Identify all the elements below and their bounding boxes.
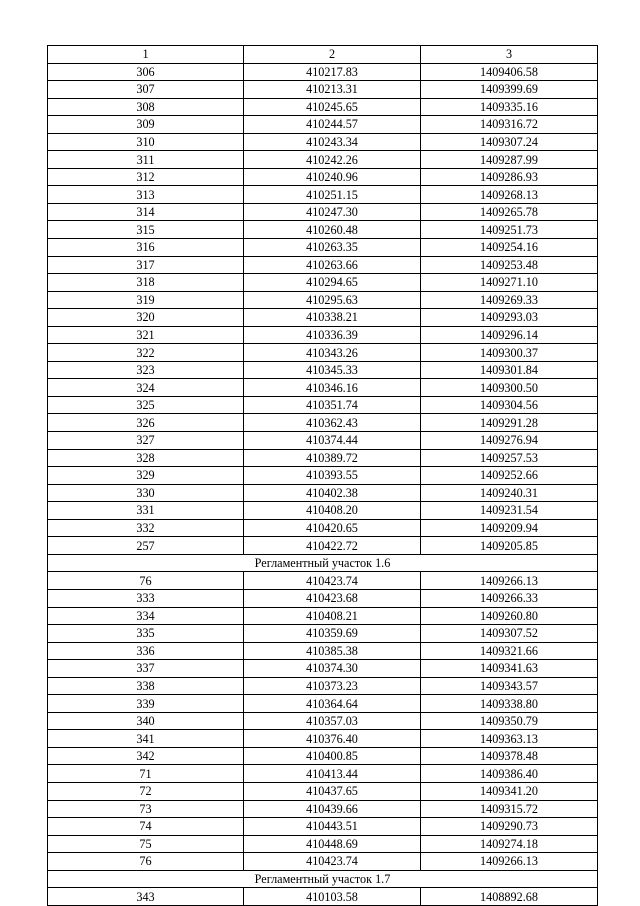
- table-row: [48, 98, 598, 116]
- y-coordinate-cell: 1409276.94: [421, 432, 598, 450]
- x-coordinate-cell: 410295.63: [244, 291, 421, 309]
- point-number-cell: 257: [48, 537, 244, 555]
- y-coordinate-cell: 1409254.16: [421, 239, 598, 257]
- table-row: [48, 695, 598, 713]
- x-coordinate-cell: 410247.30: [244, 203, 421, 221]
- y-coordinate-cell: 1409266.33: [421, 589, 598, 607]
- y-coordinate-cell: 1409300.37: [421, 344, 598, 362]
- table-row: [48, 256, 598, 274]
- table-row: [48, 432, 598, 450]
- y-coordinate-cell: 1409300.50: [421, 379, 598, 397]
- x-coordinate-cell: 410402.38: [244, 484, 421, 502]
- point-number-cell: 325: [48, 396, 244, 414]
- y-coordinate-cell: 1409240.31: [421, 484, 598, 502]
- point-number-cell: 309: [48, 116, 244, 134]
- y-coordinate-cell: 1409252.66: [421, 467, 598, 485]
- x-coordinate-cell: 410437.65: [244, 782, 421, 800]
- point-number-cell: 320: [48, 309, 244, 327]
- y-coordinate-cell: 1409290.73: [421, 818, 598, 836]
- y-coordinate-cell: 1409265.78: [421, 203, 598, 221]
- point-number-cell: 328: [48, 449, 244, 467]
- y-coordinate-cell: 1409341.20: [421, 782, 598, 800]
- point-number-cell: 315: [48, 221, 244, 239]
- x-coordinate-cell: 410364.64: [244, 695, 421, 713]
- y-coordinate-cell: 1409296.14: [421, 326, 598, 344]
- table-row: [48, 186, 598, 204]
- x-coordinate-cell: 410439.66: [244, 800, 421, 818]
- table-row: [48, 309, 598, 327]
- y-coordinate-cell: 1409335.16: [421, 98, 598, 116]
- table-row: [48, 151, 598, 169]
- x-coordinate-cell: 410338.21: [244, 309, 421, 327]
- point-number-cell: 342: [48, 747, 244, 765]
- y-coordinate-cell: 1409399.69: [421, 81, 598, 99]
- table-row: [48, 326, 598, 344]
- x-coordinate-cell: 410343.26: [244, 344, 421, 362]
- y-coordinate-cell: 1409321.66: [421, 642, 598, 660]
- table-row: [48, 63, 598, 81]
- y-coordinate-cell: 1409343.57: [421, 677, 598, 695]
- point-number-cell: 322: [48, 344, 244, 362]
- table-header-row: [48, 46, 598, 64]
- table-row: [48, 572, 598, 590]
- x-coordinate-cell: 410242.26: [244, 151, 421, 169]
- table-row: [48, 484, 598, 502]
- point-number-cell: 312: [48, 168, 244, 186]
- y-coordinate-cell: 1409205.85: [421, 537, 598, 555]
- point-number-cell: 310: [48, 133, 244, 151]
- table-row: [48, 625, 598, 643]
- point-number-cell: 331: [48, 502, 244, 520]
- y-coordinate-cell: 1409271.10: [421, 274, 598, 292]
- table-row: [48, 344, 598, 362]
- point-number-cell: 341: [48, 730, 244, 748]
- point-number-cell: 317: [48, 256, 244, 274]
- coordinates-table: [47, 45, 598, 906]
- point-number-cell: 72: [48, 782, 244, 800]
- table-row: [48, 835, 598, 853]
- table-row: [48, 818, 598, 836]
- point-number-cell: 327: [48, 432, 244, 450]
- point-number-cell: 321: [48, 326, 244, 344]
- point-number-cell: 74: [48, 818, 244, 836]
- x-coordinate-cell: 410408.20: [244, 502, 421, 520]
- point-number-cell: 335: [48, 625, 244, 643]
- x-coordinate-cell: 410374.44: [244, 432, 421, 450]
- table-row: [48, 379, 598, 397]
- x-coordinate-cell: 410373.23: [244, 677, 421, 695]
- table-row: [48, 502, 598, 520]
- table-row: [48, 361, 598, 379]
- x-coordinate-cell: 410374.30: [244, 660, 421, 678]
- table-row: [48, 537, 598, 555]
- x-coordinate-cell: 410422.72: [244, 537, 421, 555]
- y-coordinate-cell: 1409406.58: [421, 63, 598, 81]
- table-row: [48, 677, 598, 695]
- x-coordinate-cell: 410240.96: [244, 168, 421, 186]
- point-number-cell: 324: [48, 379, 244, 397]
- table-row: [48, 221, 598, 239]
- x-coordinate-cell: 410376.40: [244, 730, 421, 748]
- table-row: [48, 449, 598, 467]
- x-coordinate-cell: 410213.31: [244, 81, 421, 99]
- x-coordinate-cell: 410357.03: [244, 712, 421, 730]
- table-row: [48, 853, 598, 871]
- table-row: [48, 765, 598, 783]
- table-row: [48, 589, 598, 607]
- table-row: [48, 730, 598, 748]
- y-coordinate-cell: 1409350.79: [421, 712, 598, 730]
- table-row: [48, 888, 598, 906]
- table-row: [48, 396, 598, 414]
- point-number-cell: 336: [48, 642, 244, 660]
- point-number-cell: 318: [48, 274, 244, 292]
- table-row: [48, 519, 598, 537]
- point-number-cell: 332: [48, 519, 244, 537]
- y-coordinate-cell: 1409266.13: [421, 853, 598, 871]
- point-number-cell: 76: [48, 572, 244, 590]
- table-row: [48, 747, 598, 765]
- y-coordinate-cell: 1409253.48: [421, 256, 598, 274]
- table-row: [48, 291, 598, 309]
- y-coordinate-cell: 1409293.03: [421, 309, 598, 327]
- point-number-cell: 337: [48, 660, 244, 678]
- y-coordinate-cell: 1409301.84: [421, 361, 598, 379]
- y-coordinate-cell: 1409307.24: [421, 133, 598, 151]
- x-coordinate-cell: 410294.65: [244, 274, 421, 292]
- point-number-cell: 76: [48, 853, 244, 871]
- x-coordinate-cell: 410251.15: [244, 186, 421, 204]
- point-number-cell: 314: [48, 203, 244, 221]
- x-coordinate-cell: 410351.74: [244, 396, 421, 414]
- y-coordinate-cell: 1409268.13: [421, 186, 598, 204]
- x-coordinate-cell: 410245.65: [244, 98, 421, 116]
- point-number-cell: 326: [48, 414, 244, 432]
- point-number-cell: 339: [48, 695, 244, 713]
- point-number-cell: 73: [48, 800, 244, 818]
- y-coordinate-cell: 1409209.94: [421, 519, 598, 537]
- y-coordinate-cell: 1409304.56: [421, 396, 598, 414]
- x-coordinate-cell: 410362.43: [244, 414, 421, 432]
- x-coordinate-cell: 410103.58: [244, 888, 421, 906]
- point-number-cell: 316: [48, 239, 244, 257]
- y-coordinate-cell: 1409338.80: [421, 695, 598, 713]
- y-coordinate-cell: 1409378.48: [421, 747, 598, 765]
- y-coordinate-cell: 1409287.99: [421, 151, 598, 169]
- point-number-cell: 343: [48, 888, 244, 906]
- point-number-cell: 329: [48, 467, 244, 485]
- y-coordinate-cell: 1409386.40: [421, 765, 598, 783]
- point-number-cell: 330: [48, 484, 244, 502]
- x-coordinate-cell: 410244.57: [244, 116, 421, 134]
- y-coordinate-cell: 1409260.80: [421, 607, 598, 625]
- x-coordinate-cell: 410408.21: [244, 607, 421, 625]
- x-coordinate-cell: 410260.48: [244, 221, 421, 239]
- x-coordinate-cell: 410420.65: [244, 519, 421, 537]
- point-number-cell: 319: [48, 291, 244, 309]
- table-row: [48, 203, 598, 221]
- y-coordinate-cell: 1409315.72: [421, 800, 598, 818]
- x-coordinate-cell: 410385.38: [244, 642, 421, 660]
- x-coordinate-cell: 410263.35: [244, 239, 421, 257]
- y-coordinate-cell: 1409274.18: [421, 835, 598, 853]
- y-coordinate-cell: 1409291.28: [421, 414, 598, 432]
- y-coordinate-cell: 1409257.53: [421, 449, 598, 467]
- table-row: [48, 81, 598, 99]
- y-coordinate-cell: 1409363.13: [421, 730, 598, 748]
- table-row: [48, 642, 598, 660]
- point-number-cell: 306: [48, 63, 244, 81]
- point-number-cell: 71: [48, 765, 244, 783]
- y-coordinate-cell: 1409251.73: [421, 221, 598, 239]
- header-cell-point-number: 1: [48, 46, 244, 64]
- point-number-cell: 340: [48, 712, 244, 730]
- x-coordinate-cell: 410389.72: [244, 449, 421, 467]
- point-number-cell: 333: [48, 589, 244, 607]
- table-row: [48, 274, 598, 292]
- x-coordinate-cell: 410400.85: [244, 747, 421, 765]
- y-coordinate-cell: 1408892.68: [421, 888, 598, 906]
- x-coordinate-cell: 410336.39: [244, 326, 421, 344]
- table-row: [48, 607, 598, 625]
- y-coordinate-cell: 1409307.52: [421, 625, 598, 643]
- x-coordinate-cell: 410359.69: [244, 625, 421, 643]
- y-coordinate-cell: 1409286.93: [421, 168, 598, 186]
- x-coordinate-cell: 410413.44: [244, 765, 421, 783]
- x-coordinate-cell: 410423.74: [244, 572, 421, 590]
- x-coordinate-cell: 410346.16: [244, 379, 421, 397]
- y-coordinate-cell: 1409231.54: [421, 502, 598, 520]
- table-row: [48, 712, 598, 730]
- table-row: [48, 168, 598, 186]
- x-coordinate-cell: 410217.83: [244, 63, 421, 81]
- point-number-cell: 308: [48, 98, 244, 116]
- y-coordinate-cell: 1409341.63: [421, 660, 598, 678]
- x-coordinate-cell: 410345.33: [244, 361, 421, 379]
- section-row: [48, 554, 598, 572]
- header-cell-x-coordinate: 2: [244, 46, 421, 64]
- point-number-cell: 334: [48, 607, 244, 625]
- y-coordinate-cell: 1409269.33: [421, 291, 598, 309]
- x-coordinate-cell: 410243.34: [244, 133, 421, 151]
- x-coordinate-cell: 410423.68: [244, 589, 421, 607]
- table-row: [48, 133, 598, 151]
- point-number-cell: 338: [48, 677, 244, 695]
- point-number-cell: 307: [48, 81, 244, 99]
- table-row: [48, 800, 598, 818]
- table-row: [48, 467, 598, 485]
- x-coordinate-cell: 410448.69: [244, 835, 421, 853]
- x-coordinate-cell: 410393.55: [244, 467, 421, 485]
- point-number-cell: 323: [48, 361, 244, 379]
- x-coordinate-cell: 410423.74: [244, 853, 421, 871]
- header-cell-y-coordinate: 3: [421, 46, 598, 64]
- table-row: [48, 660, 598, 678]
- section-label: Регламентный участок 1.6: [48, 554, 598, 572]
- point-number-cell: 313: [48, 186, 244, 204]
- y-coordinate-cell: 1409316.72: [421, 116, 598, 134]
- x-coordinate-cell: 410443.51: [244, 818, 421, 836]
- point-number-cell: 311: [48, 151, 244, 169]
- point-number-cell: 75: [48, 835, 244, 853]
- table-row: [48, 239, 598, 257]
- section-label: Регламентный участок 1.7: [48, 870, 598, 888]
- x-coordinate-cell: 410263.66: [244, 256, 421, 274]
- table-body: [48, 63, 598, 905]
- table-row: [48, 414, 598, 432]
- y-coordinate-cell: 1409266.13: [421, 572, 598, 590]
- table-row: [48, 116, 598, 134]
- section-row: [48, 870, 598, 888]
- table-row: [48, 782, 598, 800]
